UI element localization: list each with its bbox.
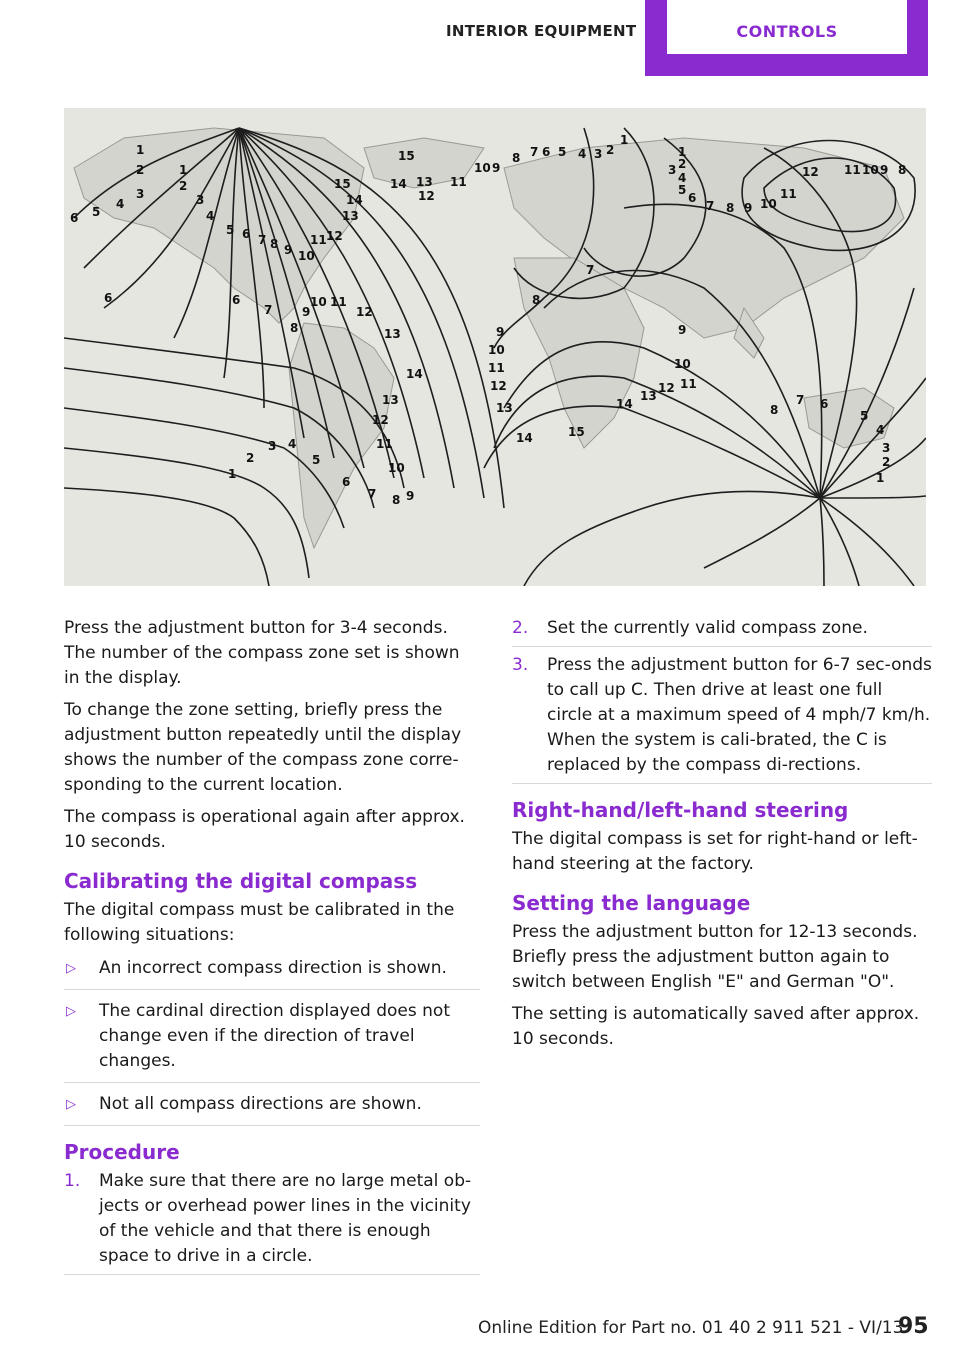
chapter-tab-label: CONTROLS bbox=[667, 0, 907, 54]
svg-text:1: 1 bbox=[620, 133, 629, 147]
svg-text:8: 8 bbox=[290, 321, 299, 335]
heading-steering: Right-hand/left-hand steering bbox=[512, 798, 849, 822]
svg-text:11: 11 bbox=[310, 233, 327, 247]
svg-text:3: 3 bbox=[594, 147, 603, 161]
svg-text:4: 4 bbox=[206, 209, 215, 223]
svg-text:5: 5 bbox=[92, 205, 101, 219]
svg-text:7: 7 bbox=[530, 145, 539, 159]
svg-text:3: 3 bbox=[268, 439, 277, 453]
svg-text:9: 9 bbox=[880, 163, 889, 177]
heading-calibrating: Calibrating the digital compass bbox=[64, 869, 418, 893]
svg-text:14: 14 bbox=[406, 367, 423, 381]
svg-text:14: 14 bbox=[346, 193, 363, 207]
svg-text:1: 1 bbox=[678, 145, 687, 159]
svg-text:2: 2 bbox=[179, 179, 188, 193]
svg-text:6: 6 bbox=[542, 145, 551, 159]
svg-text:6: 6 bbox=[688, 191, 697, 205]
svg-text:13: 13 bbox=[382, 393, 399, 407]
step-text: Press the adjustment button for 6-7 sec‐onds to call up C. Then drive at least one full circle at a maximum speed of 4 mph/7 km/h. When the system is cali‐brated, the C is replaced by the compass di‐rections. bbox=[547, 655, 932, 775]
svg-text:10: 10 bbox=[310, 295, 327, 309]
svg-text:13: 13 bbox=[496, 401, 513, 415]
svg-text:7: 7 bbox=[368, 487, 377, 501]
svg-text:10: 10 bbox=[674, 357, 691, 371]
svg-text:9: 9 bbox=[678, 323, 687, 337]
svg-text:7: 7 bbox=[706, 199, 715, 213]
list-item: ▷ Not all compass directions are shown. bbox=[64, 1092, 480, 1126]
compass-zone-map bbox=[64, 108, 926, 586]
svg-text:6: 6 bbox=[70, 211, 79, 225]
paragraph-zone-change: To change the zone setting, briefly press the adjustment button repeatedly until the display shows the number of the compass zone corre‐sponding to the current location. bbox=[64, 700, 462, 795]
svg-text:5: 5 bbox=[312, 453, 321, 467]
svg-text:4: 4 bbox=[678, 171, 687, 185]
svg-text:1: 1 bbox=[136, 143, 145, 157]
svg-text:2: 2 bbox=[678, 157, 687, 171]
step-number: 2. bbox=[512, 618, 529, 638]
svg-text:3: 3 bbox=[668, 163, 677, 177]
paragraph-calibration-intro: The digital compass must be calibrated in the following situations: bbox=[64, 900, 455, 945]
svg-text:11: 11 bbox=[376, 437, 393, 451]
svg-text:7: 7 bbox=[258, 233, 267, 247]
step-text: Make sure that there are no large metal ob‐jects or overhead power lines in the vicinity of the vehicle and that there is enough space to drive in a circle. bbox=[99, 1171, 472, 1266]
page-number: 95 bbox=[898, 1314, 929, 1339]
svg-text:12: 12 bbox=[356, 305, 373, 319]
svg-text:8: 8 bbox=[270, 237, 279, 251]
svg-text:8: 8 bbox=[532, 293, 541, 307]
paragraph-zone-display: Press the adjustment button for 3-4 seconds. The number of the compass zone set is shown in the display. bbox=[64, 618, 460, 688]
svg-text:6: 6 bbox=[104, 291, 113, 305]
svg-text:12: 12 bbox=[326, 229, 343, 243]
svg-text:9: 9 bbox=[744, 201, 753, 215]
paragraph-steering: The digital compass is set for right-hand or left-hand steering at the factory. bbox=[512, 829, 918, 874]
svg-text:10: 10 bbox=[862, 163, 879, 177]
step-text: Set the currently valid compass zone. bbox=[547, 618, 868, 638]
svg-text:10: 10 bbox=[388, 461, 405, 475]
svg-text:2: 2 bbox=[882, 455, 891, 469]
paragraph-operational: The compass is operational again after approx. 10 seconds. bbox=[64, 807, 465, 852]
svg-text:2: 2 bbox=[606, 143, 615, 157]
svg-text:15: 15 bbox=[334, 177, 351, 191]
paragraph-language-saved: The setting is automatically saved after approx. 10 seconds. bbox=[512, 1004, 920, 1049]
step-number: 3. bbox=[512, 655, 529, 675]
svg-text:2: 2 bbox=[136, 163, 145, 177]
svg-text:12: 12 bbox=[490, 379, 507, 393]
svg-text:4: 4 bbox=[288, 437, 297, 451]
svg-text:3: 3 bbox=[196, 193, 205, 207]
svg-text:5: 5 bbox=[860, 409, 869, 423]
heading-language: Setting the language bbox=[512, 891, 751, 915]
svg-text:15: 15 bbox=[568, 425, 585, 439]
compass-zone-map-svg bbox=[64, 108, 926, 586]
svg-text:5: 5 bbox=[678, 183, 687, 197]
svg-text:11: 11 bbox=[780, 187, 797, 201]
svg-text:8: 8 bbox=[898, 163, 907, 177]
svg-text:5: 5 bbox=[226, 223, 235, 237]
step-number: 1. bbox=[64, 1171, 81, 1191]
paragraph-language-switch: Press the adjustment button for 12-13 seconds. Briefly press the adjustment button again to switch between English "E" and German "O". bbox=[512, 922, 918, 992]
svg-text:13: 13 bbox=[384, 327, 401, 341]
svg-text:1: 1 bbox=[876, 471, 885, 485]
svg-text:12: 12 bbox=[658, 381, 675, 395]
svg-text:7: 7 bbox=[264, 303, 273, 317]
svg-text:9: 9 bbox=[284, 243, 293, 257]
svg-text:8: 8 bbox=[726, 201, 735, 215]
svg-text:6: 6 bbox=[242, 227, 251, 241]
svg-text:13: 13 bbox=[342, 209, 359, 223]
procedure-step bbox=[512, 653, 932, 784]
heading-procedure: Procedure bbox=[64, 1140, 180, 1164]
svg-text:10: 10 bbox=[298, 249, 315, 263]
edition-footer: Online Edition for Part no. 01 40 2 911 521 - VI/13 bbox=[478, 1318, 904, 1338]
procedure-steps-right bbox=[512, 616, 932, 784]
svg-text:11: 11 bbox=[330, 295, 347, 309]
triangle-bullet-icon: ▷ bbox=[66, 1097, 76, 1112]
svg-text:10: 10 bbox=[474, 161, 491, 175]
svg-text:4: 4 bbox=[578, 147, 587, 161]
list-item: ▷ The cardinal direction displayed does not change even if the direction of travel changes. bbox=[64, 999, 480, 1083]
svg-text:6: 6 bbox=[232, 293, 241, 307]
svg-text:1: 1 bbox=[228, 467, 237, 481]
svg-text:4: 4 bbox=[116, 197, 125, 211]
svg-text:6: 6 bbox=[820, 397, 829, 411]
procedure-step bbox=[512, 616, 932, 647]
left-column bbox=[64, 616, 480, 1281]
svg-text:9: 9 bbox=[302, 305, 311, 319]
svg-text:2: 2 bbox=[246, 451, 255, 465]
svg-text:3: 3 bbox=[882, 441, 891, 455]
svg-text:8: 8 bbox=[512, 151, 521, 165]
svg-text:9: 9 bbox=[496, 325, 505, 339]
svg-text:6: 6 bbox=[342, 475, 351, 489]
svg-text:12: 12 bbox=[802, 165, 819, 179]
procedure-step bbox=[64, 1169, 480, 1275]
triangle-bullet-icon: ▷ bbox=[66, 961, 76, 976]
svg-text:9: 9 bbox=[406, 489, 415, 503]
svg-text:9: 9 bbox=[492, 161, 501, 175]
svg-text:8: 8 bbox=[392, 493, 401, 507]
svg-text:11: 11 bbox=[450, 175, 467, 189]
svg-text:10: 10 bbox=[760, 197, 777, 211]
svg-text:7: 7 bbox=[586, 263, 595, 277]
triangle-bullet-icon: ▷ bbox=[66, 1004, 76, 1019]
svg-text:14: 14 bbox=[516, 431, 533, 445]
right-column bbox=[512, 616, 932, 1059]
svg-text:11: 11 bbox=[488, 361, 505, 375]
calibration-situations-list bbox=[64, 956, 480, 1126]
svg-text:5: 5 bbox=[558, 145, 567, 159]
svg-text:7: 7 bbox=[796, 393, 805, 407]
svg-text:8: 8 bbox=[770, 403, 779, 417]
svg-text:13: 13 bbox=[416, 175, 433, 189]
svg-text:11: 11 bbox=[844, 163, 861, 177]
svg-text:12: 12 bbox=[372, 413, 389, 427]
svg-text:14: 14 bbox=[390, 177, 407, 191]
svg-text:4: 4 bbox=[876, 423, 885, 437]
svg-text:13: 13 bbox=[640, 389, 657, 403]
svg-text:3: 3 bbox=[136, 187, 145, 201]
svg-text:12: 12 bbox=[418, 189, 435, 203]
section-title: INTERIOR EQUIPMENT bbox=[446, 22, 637, 40]
list-item: ▷ An incorrect compass direction is shown. bbox=[64, 956, 480, 990]
svg-text:15: 15 bbox=[398, 149, 415, 163]
svg-text:1: 1 bbox=[179, 163, 188, 177]
chapter-tab[interactable] bbox=[645, 0, 928, 76]
procedure-steps-left bbox=[64, 1169, 480, 1275]
svg-text:14: 14 bbox=[616, 397, 633, 411]
svg-text:10: 10 bbox=[488, 343, 505, 357]
svg-text:11: 11 bbox=[680, 377, 697, 391]
